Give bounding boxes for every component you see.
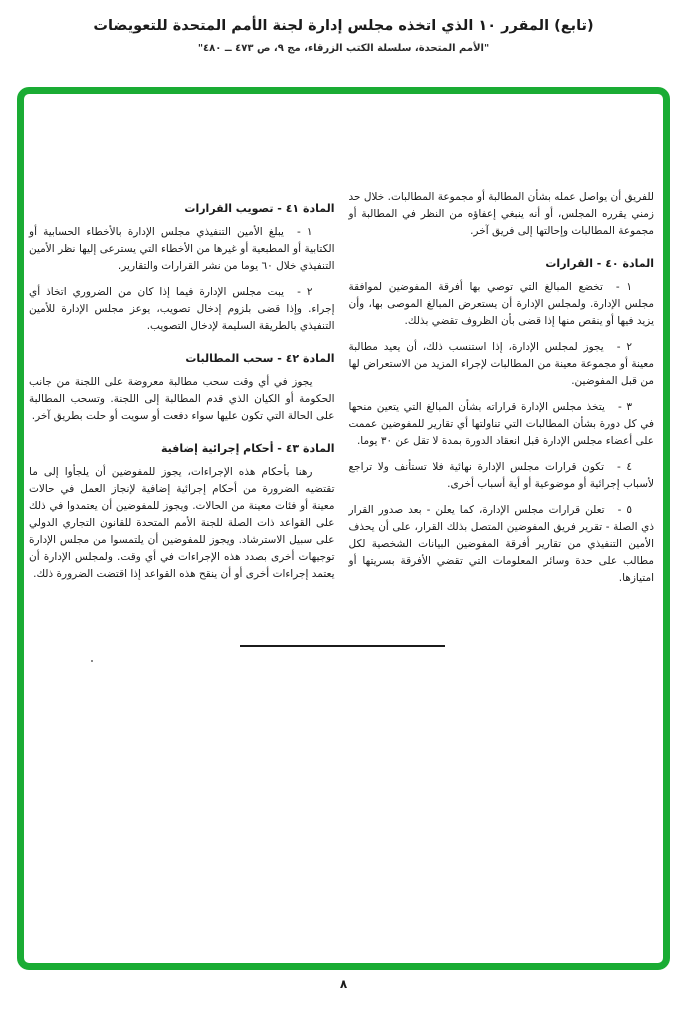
paragraph-number: ٣ - — [617, 401, 632, 413]
paragraph-text: تعلن قرارات مجلس الإدارة، كما يعلن - بعد صدور القرار ذي الصلة - تقرير فريق المفوضين المتصل بذلك القرار، على أن يحذف الأمين التنفيذي من تقارير أفرقة المفوضين البيانات الشخصية لكل مطالب على حدة وسائر المعلومات التي تقضي الأفرقة بسريتها أو امتيازها. — [348, 504, 654, 584]
paragraph — [349, 339, 655, 390]
text-columns — [17, 87, 670, 596]
paragraph — [349, 459, 655, 493]
end-of-text-divider — [240, 645, 445, 647]
paragraph-text: تكون قرارات مجلس الإدارة نهائية فلا تستأنف ولا تراجع لأسباب إجرائية أو موضوعية أو أية أسباب أخرى. — [348, 461, 654, 490]
page-number: ٨ — [339, 977, 348, 991]
column-right — [349, 189, 655, 596]
paragraph — [349, 502, 655, 587]
paragraph-number: ٢ - — [297, 286, 313, 298]
paragraph-text: يتخذ مجلس الإدارة قراراته بشأن المبالغ التي يتعين منحها في كل دورة بشأن المطالبات التي تناولتها أي تقارير للمفوضين عممت على أعضاء مجلس الإدارة قبل انعقاد الدورة بمدة لا تقل عن ٣٠ يوما. — [348, 401, 654, 447]
paragraph — [349, 399, 655, 450]
paragraph-text: للفريق أن يواصل عمله بشأن المطالبة أو مجموعة المطالبات. خلال حد زمني يقرره المجلس، أو أنه ينبغي إعفاؤه من النظر في المطالبة أو مجموعة المطالبات وإحالتها إلى فريق آخر. — [348, 191, 654, 237]
article-heading: المادة ٤٣ - أحكام إجرائية إضافية — [161, 442, 335, 455]
paragraph — [349, 189, 655, 240]
article-heading: المادة ٤٠ - القرارات — [545, 257, 654, 270]
paragraph-text: رهنا بأحكام هذه الإجراءات، يجوز للمفوضين أن يلجأوا إلى ما تقتضيه الضرورة من أحكام إجرائية إضافية لإنجاز العمل في حالات معينة أو فئات معينة من الحالات. ويجوز للمفوضين أن يعتمدوا في ذلك على القواعد ذات الصلة للجنة الأمم المتحدة للقانون التجاري الدولي على سبيل الاسترشاد. ويجوز للمفوضين أن يلتمسوا من مجلس الإدارة توجيهات أخرى بصدد هذه الإجراءات في أي وقت. ولمجلس الإدارة أن يعتمد إجراءات أخرى أو أن ينقح هذه القواعد إذا اقتضت الضرورة ذلك. — [29, 466, 335, 580]
paragraph-number: ٤ - — [617, 461, 632, 473]
paragraph — [29, 464, 335, 583]
document-header — [0, 18, 687, 54]
article-heading: المادة ٤١ - تصويب القرارات — [184, 202, 335, 215]
page-subtitle: "الأمم المتحدة، سلسلة الكتب الزرقاء، مج ٩، ص ٤٧٣ ــ ٤٨٠" — [197, 43, 490, 54]
article-heading: المادة ٤٢ - سحب المطالبات — [185, 352, 335, 365]
paragraph-number: ٥ - — [617, 504, 632, 516]
paragraph — [29, 224, 335, 275]
page-title: (تابع) المقرر ١٠ الذي اتخذه مجلس إدارة لجنة الأمم المتحدة للتعويضات — [93, 18, 594, 34]
paragraph-text: يبت مجلس الإدارة فيما إذا كان من الضروري اتخاذ أي إجراء. وإذا قضى بلزوم إدخال تصويب، يوعز مجلس الإدارة للأمين التنفيذي بالطريقة السليمة لإدخال التصويب. — [29, 286, 335, 332]
paragraph-text: يجوز في أي وقت سحب مطالبة معروضة على اللجنة من جانب الحكومة أو الكيان الذي قدم المطالبة إلى اللجنة. وتسحب المطالبة على الحالة التي تكون عليها سواء دفعت أو سويت أو حلت بطريق آخر. — [29, 376, 335, 422]
paragraph-text: يبلغ الأمين التنفيذي مجلس الإدارة بالأخطاء الحسابية أو الكتابية أو المطبعية أو غيرها من الأخطاء التي يسترعى إليها نظر الأمين التنفيذي خلال ٦٠ يوما من نشر القرارات والتقارير. — [29, 226, 335, 272]
paragraph-text: تخضع المبالغ التي توصي بها أفرقة المفوضين لموافقة مجلس الإدارة. ولمجلس الإدارة أن يستعرض المبالغ الموصى بها، وأن يزيد فيها أو ينقص منها إذا قضى بأن الظروف تقضي بذلك. — [348, 281, 654, 327]
column-left — [29, 189, 335, 596]
paragraph — [29, 374, 335, 425]
paragraph-number: ١ - — [296, 226, 313, 238]
paragraph-number: ١ - — [615, 281, 632, 293]
paragraph-text: يجوز لمجلس الإدارة، إذا استنسب ذلك، أن يعيد مطالبة معينة أو مجموعة معينة من المطالبات لإجراء المزيد من الاستعراض لها من قبل المفوضين. — [348, 341, 654, 387]
paragraph-number: ٢ - — [616, 341, 632, 353]
scan-artifact-dot — [91, 660, 93, 662]
paragraph — [29, 284, 335, 335]
paragraph — [349, 279, 655, 330]
